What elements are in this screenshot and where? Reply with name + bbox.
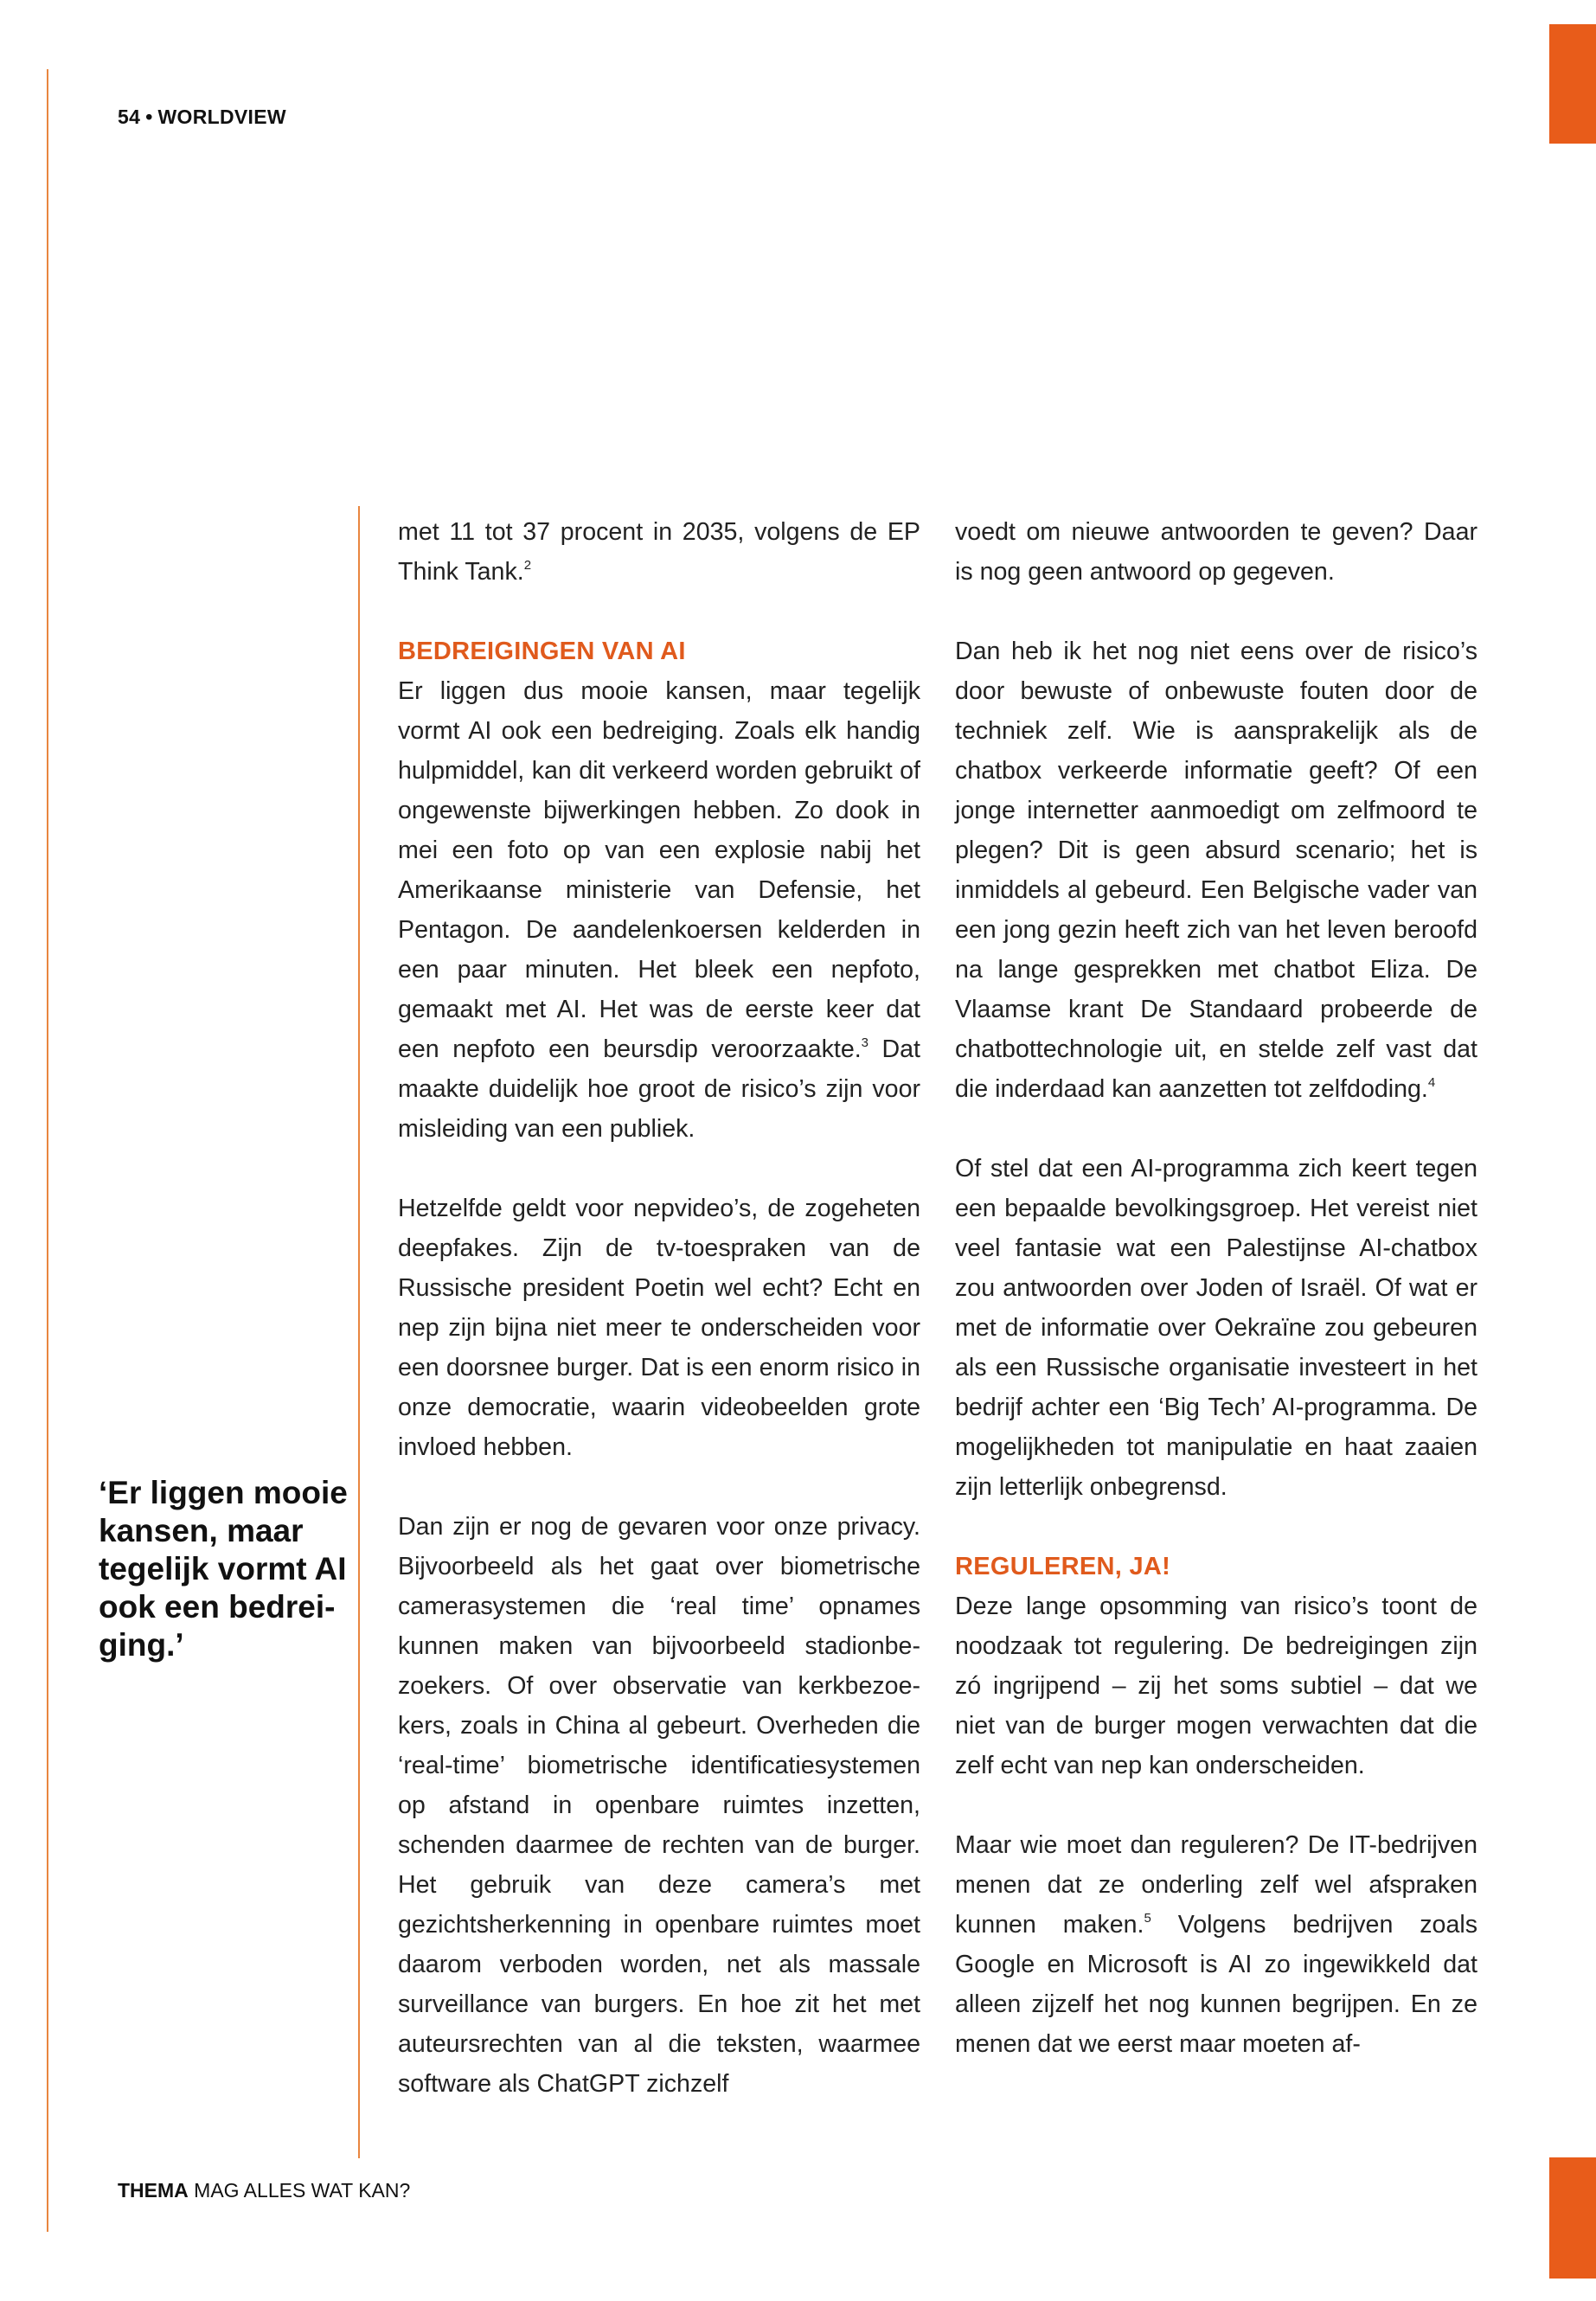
- paragraph-text: Er liggen dus mooie kansen, maar tegelijk vormt AI ook een bedreiging. Zoals elk handig hulpmiddel, kan dit verkeerd worden gebruikt of ongewenste bijwerkingen hebben. Zo dook in mei een foto op van een explosie nabij het Amerikaanse ministerie van Defensie, het Pentagon. De aandelenkoersen kelderden in een paar minuten. Het bleek een nepfoto, gemaakt met AI. Het was de eerste keer dat een nepfoto een beursdip veroorzaakte.: [398, 677, 920, 1063]
- section-name: WORLDVIEW: [157, 106, 286, 128]
- left-margin-rule: [47, 69, 48, 2232]
- footnote-ref: 3: [861, 1035, 869, 1050]
- page-number: 54: [118, 106, 141, 128]
- paragraph: Deze lange opsomming van risico’s toont de noodzaak tot regulering. De bedreigingen zijn zó ingrijpend – zij het soms subtiel – dat we niet van de burger mogen verwachten dat die zelf echt van nep kan onderscheiden.: [955, 1593, 1477, 1779]
- paragraph-text: Volgens bedrijven zoals Google en Microsoft is AI zo ingewikkeld dat alleen zijzelf het nog kunnen begrijpen. En ze menen dat we eerst maar moeten af-: [955, 1911, 1477, 2058]
- column-divider-rule: [358, 506, 360, 2158]
- footer-theme-label: THEMA: [118, 2179, 189, 2202]
- paragraph-text: Dat maakte duidelijk hoe groot de risico’s zijn voor misleiding van een publiek.: [398, 1035, 920, 1143]
- text-column-1: [398, 512, 920, 2104]
- paragraph: [955, 1825, 1477, 2064]
- paragraph: Of stel dat een AI-programma zich keert tegen een bepaalde bevolkingsgroep. Het vereist niet veel fantasie wat een Palestijnse AI-chatbox zou antwoorden over Joden of Israël. Of wat er met de informatie over Oekraïne zou gebeuren als een Russische organisatie investeert in het bedrijf achter een ‘Big Tech’ AI-programma. De mogelijkheden tot manipulatie en haat zaaien zijn letterlijk onbegrensd.: [955, 1155, 1477, 1501]
- footer-theme-title: MAG ALLES WAT KAN?: [194, 2179, 411, 2202]
- pull-quote: ‘Er liggen mooie kansen, maar tegelijk vormt AI ook een bedreiging.’: [99, 1475, 348, 1663]
- paragraph: [398, 512, 920, 592]
- orange-edge-tab-bottom: [1549, 2157, 1596, 2279]
- footnote-ref: 4: [1427, 1075, 1436, 1090]
- paragraph: voedt om nieuwe antwoorden te geven? Daar is nog geen antwoord op gegeven.: [955, 518, 1477, 586]
- paragraph-text: Dan heb ik het nog niet eens over de risico’s door bewuste of onbewuste fouten door de techniek zelf. Wie is aansprakelijk als de chatbox verkeerde informatie geeft? Of een jonge internetter aanmoedigt om zelfmoord te plegen? Dit is geen absurd scenario; het is inmiddels al gebeurd. Een Belgische vader van een jong gezin heeft zich van het leven beroofd na lange gesprekken met chatbot Eliza. De Vlaamse krant De Standaard probeerde de chatbottechnologie uit, en stelde zelf vast dat die inderdaad kan aanzetten tot zelfdoding.: [955, 638, 1477, 1103]
- paragraph: Hetzelfde geldt voor nepvideo’s, de zogeheten deepfakes. Zijn de tv-toespraken van de Russische president Poetin wel echt? Echt en nep zijn bijna niet meer te onderscheiden voor een doorsnee burger. Dat is een enorm risico in onze democratie, waarin videobeelden grote invloed hebben.: [398, 1195, 920, 1461]
- footnote-ref: 5: [1144, 1911, 1151, 1926]
- paragraph-text: met 11 tot 37 procent in 2035, volgens de EP Think Tank.: [398, 518, 920, 586]
- section-heading-threats: BEDREIGINGEN VAN AI: [398, 638, 686, 665]
- text-column-2: [955, 512, 1477, 2064]
- paragraph: Dan zijn er nog de gevaren voor onze privacy. Bijvoorbeeld als het gaat over biometrische camerasystemen die ‘real time’ opnames kunnen maken van bijvoorbeeld stadionbezoekers. Of over observatie van kerkbezoekers, zoals in China al gebeurt. Overheden die ‘real-time’ biometrische identificatiesystemen op afstand in openbare ruimtes inzetten, schenden daarmee de rechten van de burger. Het gebruik van deze camera’s met gezichtsherkenning in openbare ruimtes moet daarom verboden worden, net als massale surveillance van burgers. En hoe zit het met auteursrechten van al die teksten, waarmee software als ChatGPT zichzelf: [398, 1513, 920, 2098]
- page-footer: [118, 2179, 410, 2202]
- section-heading-regulation: REGULEREN, JA!: [955, 1553, 1171, 1580]
- orange-edge-tab-top: [1549, 24, 1596, 144]
- running-header: [118, 106, 286, 129]
- paragraph: [398, 671, 920, 1149]
- paragraph: [955, 631, 1477, 1109]
- paragraph-text: Maar wie moet dan reguleren? De IT-bedrijven menen dat ze onderling zelf wel afspraken kunnen maken.: [955, 1831, 1477, 1939]
- header-separator: •: [145, 106, 153, 128]
- footnote-ref: 2: [523, 558, 532, 573]
